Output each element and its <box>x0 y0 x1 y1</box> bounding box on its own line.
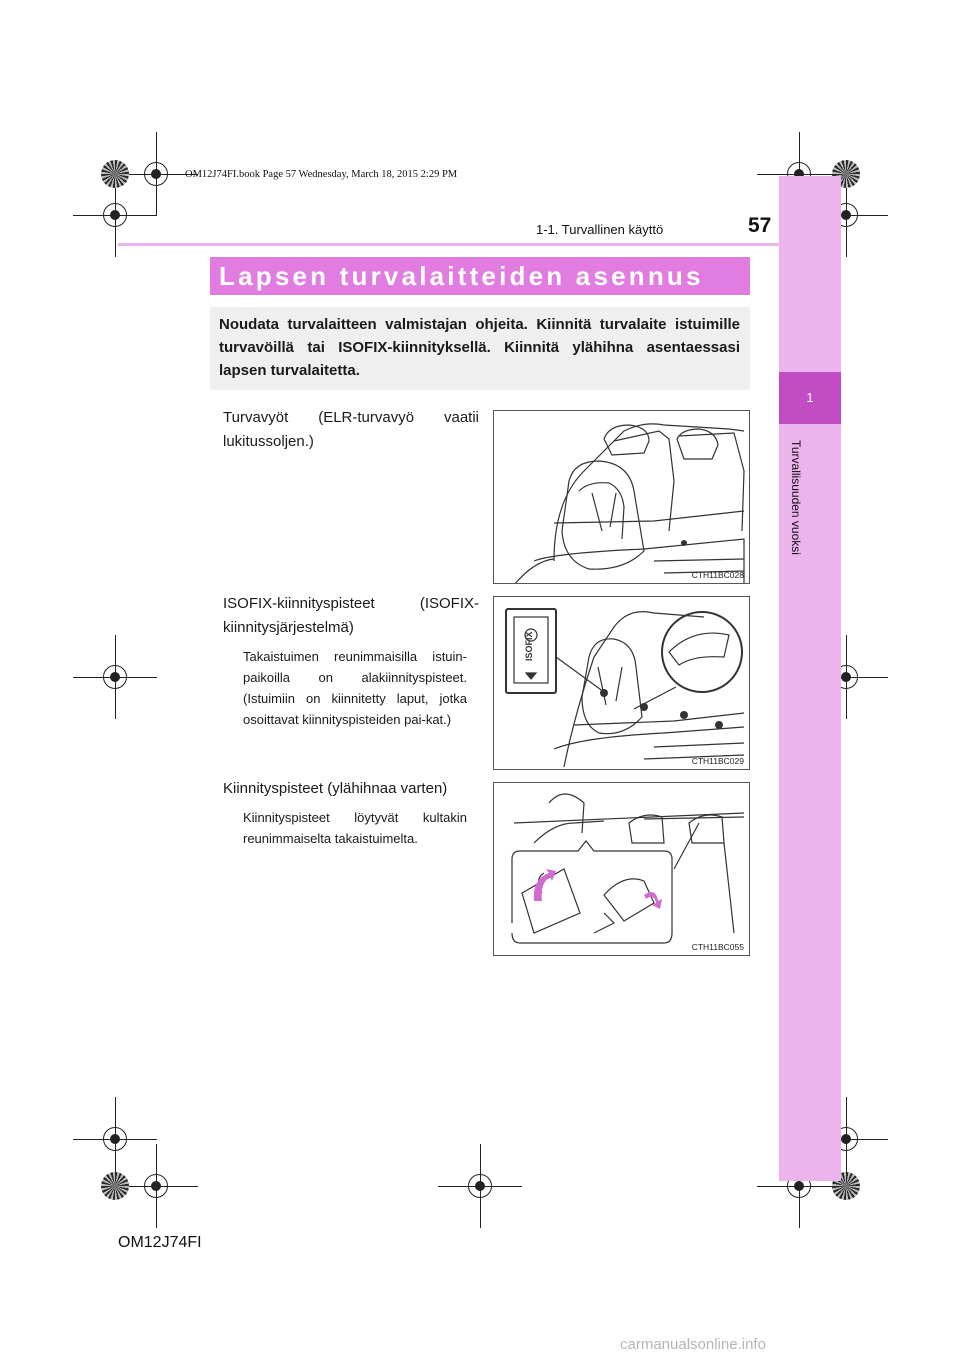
item-3-title: Kiinnityspisteet (ylähihnaa varten) <box>223 780 448 797</box>
registration-mark <box>846 215 847 216</box>
isofix-label: ISOFIX <box>524 631 534 661</box>
seatbelt-childseat-illustration <box>494 411 750 584</box>
figure-top-tether-anchors <box>493 782 750 956</box>
registration-mark <box>115 677 116 678</box>
registration-mark <box>846 1139 847 1140</box>
intro-box: Noudata turvalaitteen valmistajan ohjeita. Kiinnitä turvalaite istuimille turvavöillä tai ISOFIX-kiinnityksellä. Kiinnitä ylähihna asentaessasi lapsen turvalaitetta. <box>210 307 750 390</box>
registration-mark <box>156 1186 157 1187</box>
figure-code: CTH11BC055 <box>691 942 744 952</box>
registration-mark <box>846 677 847 678</box>
registration-mark <box>799 174 800 175</box>
item-3-description: Kiinnityspisteet löytyvät kultakin reunimmaiselta takaistuimelta. <box>243 810 467 846</box>
figure-code: CTH11BC029 <box>691 756 744 766</box>
watermark: carmanualsonline.info <box>620 1336 766 1353</box>
page-number: 57 <box>748 214 772 237</box>
item-2-description: Takaistuimen reunimmaisilla istuin-paikoilla on alakiinnityspisteet. (Istuimiin on kiinnitetty laput, jotka osoittavat kiinnityspisteiden pai-kat.) <box>243 649 467 727</box>
registration-mark <box>156 174 157 175</box>
figure-isofix-anchors <box>493 596 750 770</box>
registration-mark <box>480 1186 481 1187</box>
side-tab-number: 1 <box>779 372 841 424</box>
registration-mark <box>115 215 116 216</box>
breadcrumb: 1-1. Turvallinen käyttö <box>536 222 664 237</box>
item-2-title: ISOFIX-kiinnityspisteet (ISOFIX-kiinnitysjärjestelmä) <box>223 595 479 636</box>
color-rosette <box>101 160 129 188</box>
side-tab-band <box>779 176 841 1181</box>
color-rosette <box>101 1172 129 1200</box>
header-rule <box>118 243 779 246</box>
figure-seatbelt-childseat <box>493 410 750 584</box>
section-title: Lapsen turvalaitteiden asennus <box>219 261 704 291</box>
isofix-illustration <box>494 597 750 770</box>
registration-mark <box>799 1186 800 1187</box>
book-info-line: OM12J74FI.book Page 57 Wednesday, March 18, 2015 2:29 PM <box>185 169 458 180</box>
registration-mark <box>115 1139 116 1140</box>
side-tab-label: Turvallisuuden vuoksi <box>789 440 803 555</box>
item-1-title: Turvavyöt (ELR-turvavyö vaatii lukitussoljen.) <box>223 409 479 450</box>
document-code: OM12J74FI <box>118 1234 202 1251</box>
figure-code: CTH11BC028 <box>691 570 744 580</box>
section-title-band <box>210 257 750 295</box>
top-tether-illustration <box>494 783 750 956</box>
